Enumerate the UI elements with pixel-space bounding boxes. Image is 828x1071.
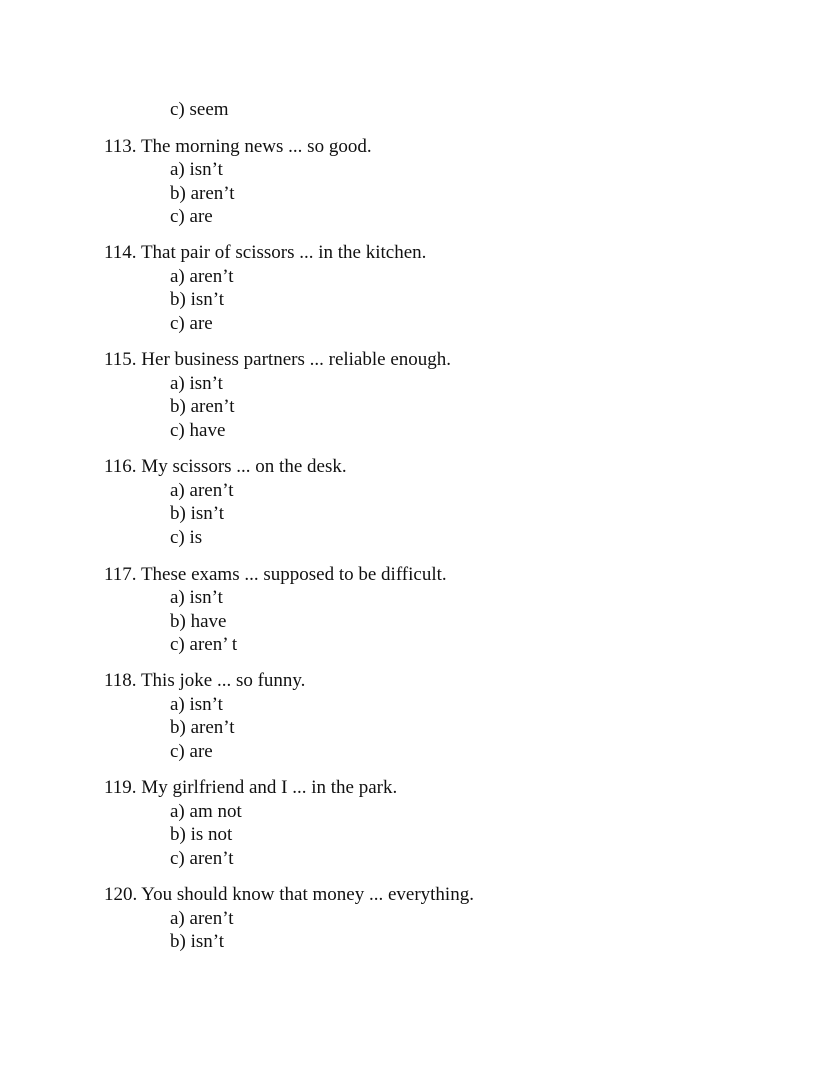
- option-a: a) aren’t: [170, 266, 234, 287]
- option-a: a) isn’t: [170, 694, 223, 715]
- question-text: 114. That pair of scissors ... in the kitchen.: [104, 242, 427, 263]
- option-a: a) am not: [170, 801, 242, 822]
- option-c: c) are: [170, 741, 213, 762]
- option-c: c) is: [170, 527, 203, 548]
- option-b: b) is not: [170, 824, 233, 845]
- option-b: b) isn’t: [170, 931, 225, 952]
- option-a: a) isn’t: [170, 159, 223, 180]
- question-text: 116. My scissors ... on the desk.: [104, 456, 347, 477]
- option-b: b) isn’t: [170, 503, 225, 524]
- option-b: b) isn’t: [170, 289, 225, 310]
- option-c: c) aren’ t: [170, 634, 238, 655]
- option-c: c) aren’t: [170, 848, 234, 869]
- option-c: c) are: [170, 206, 213, 227]
- option-a: a) isn’t: [170, 373, 223, 394]
- option-a: a) isn’t: [170, 587, 223, 608]
- question-text: 120. You should know that money ... everything.: [104, 884, 474, 905]
- option-a: a) aren’t: [170, 908, 234, 929]
- question-text: 119. My girlfriend and I ... in the park.: [104, 777, 398, 798]
- question-text: 113. The morning news ... so good.: [104, 136, 372, 157]
- carryover-option: c) seem: [170, 99, 229, 120]
- option-b: b) aren’t: [170, 183, 235, 204]
- option-b: b) aren’t: [170, 396, 235, 417]
- question-text: 115. Her business partners ... reliable enough.: [104, 349, 452, 370]
- option-b: b) have: [170, 611, 227, 632]
- option-a: a) aren’t: [170, 480, 234, 501]
- option-b: b) aren’t: [170, 717, 235, 738]
- option-c: c) have: [170, 420, 226, 441]
- question-text: 117. These exams ... supposed to be difficult.: [104, 564, 447, 585]
- option-c: c) are: [170, 313, 213, 334]
- question-text: 118. This joke ... so funny.: [104, 670, 306, 691]
